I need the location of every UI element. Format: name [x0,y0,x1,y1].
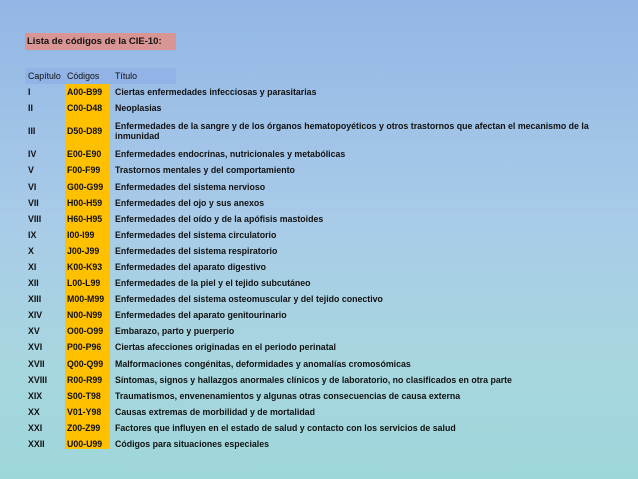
code-range-cell: U00-U99 [67,439,103,450]
table-row [25,259,615,275]
table-row [25,100,615,116]
table-row [25,243,615,259]
chapter-title-cell: Enfermedades del sistema respiratorio [115,245,278,256]
chapter-cell: II [28,103,33,114]
table-row [25,436,615,452]
table-row [25,404,615,420]
table-header-row [25,68,615,84]
chapter-title-cell: Enfermedades del aparato genitourinario [115,310,287,321]
code-range-cell: L00-L99 [67,278,101,289]
chapter-cell: XIV [28,310,43,321]
chapter-cell: XIII [28,294,42,305]
code-range-cell: C00-D48 [67,103,103,114]
chapter-cell: III [28,126,36,137]
chapter-title-cell: Códigos para situaciones especiales [115,439,270,450]
code-range-cell: Q00-Q99 [67,358,104,369]
chapter-cell: XII [28,278,39,289]
chapter-title-cell: Trastornos mentales y del comportamiento [115,165,295,176]
chapter-cell: V [28,165,34,176]
chapter-title-cell: Enfermedades de la piel y el tejido subcutáneo [115,278,311,289]
chapter-title-cell: Factores que influyen en el estado de salud y contacto con los servicios de salud [115,422,456,433]
chapter-cell: XV [28,326,40,337]
chapter-column-header: Capítulo [28,71,61,82]
table-row [25,307,615,323]
table-row [25,146,615,162]
code-range-cell: N00-N99 [67,310,103,321]
code-range-cell: D50-D89 [67,126,103,137]
table-row [25,372,615,388]
code-range-cell: E00-E90 [67,149,102,160]
code-range-cell: I00-I99 [67,229,95,240]
chapter-title-cell: Síntomas, signos y hallazgos anormales clínicos y de laboratorio, no clasificados en otra parte [115,374,512,385]
code-range-cell: P00-P96 [67,342,102,353]
table-row [25,356,615,372]
chapter-cell: VI [28,181,37,192]
chapter-title-cell: Malformaciones congénitas, deformidades y anomalías cromosómicas [115,358,411,369]
icd10-code-table [25,68,615,452]
codes-column-header: Códigos [67,71,100,82]
code-range-cell: S00-T98 [67,390,101,401]
code-range-cell: F00-F99 [67,165,101,176]
table-row [25,195,615,211]
chapter-title-cell: Enfermedades del sistema nervioso [115,181,266,192]
code-range-cell: G00-G99 [67,181,104,192]
chapter-title-cell: Enfermedades del oído y de la apófisis mastoides [115,213,324,224]
chapter-title-cell: Embarazo, parto y puerperio [115,326,235,337]
chapter-cell: XI [28,261,37,272]
table-row [25,275,615,291]
chapter-cell: XVI [28,342,43,353]
chapter-title-cell: Enfermedades endocrinas, nutricionales y metabólicas [115,149,346,160]
chapter-cell: XXII [28,439,45,450]
code-range-cell: Z00-Z99 [67,422,101,433]
chapter-cell: IX [28,229,37,240]
code-range-cell: J00-J99 [67,245,100,256]
code-range-cell: H60-H95 [67,213,103,224]
code-range-cell: M00-M99 [67,294,105,305]
chapter-title-cell: Traumatismos, envenenamientos y algunas otras consecuencias de causa externa [115,390,461,401]
code-range-cell: H00-H59 [67,197,103,208]
chapter-cell: XVII [28,358,45,369]
table-row [25,116,615,146]
chapter-cell: XX [28,406,40,417]
chapter-title-cell: Enfermedades de la sangre y de los órganos hematopoyéticos y otros trastornos que afectan el mecanismo de la inmunidad [115,121,589,142]
chapter-cell: XVIII [28,374,48,385]
chapter-title-cell: Ciertas afecciones originadas en el periodo perinatal [115,342,336,353]
table-row [25,291,615,307]
chapter-title-cell: Enfermedades del sistema circulatorio [115,229,277,240]
table-row [25,162,615,178]
table-row [25,84,615,100]
table-row [25,227,615,243]
list-title: Lista de códigos de la CIE-10: [25,33,176,50]
table-row [25,178,615,194]
table-row [25,211,615,227]
code-range-cell: A00-B99 [67,87,103,98]
chapter-title-cell: Enfermedades del sistema osteomuscular y del tejido conectivo [115,294,383,305]
chapter-title-cell: Neoplasias [115,103,162,114]
table-row [25,420,615,436]
code-range-cell: V01-Y98 [67,406,102,417]
chapter-cell: IV [28,149,37,160]
table-row [25,339,615,355]
chapter-title-cell: Ciertas enfermedades infecciosas y parasitarias [115,87,317,98]
chapter-title-cell: Enfermedades del ojo y sus anexos [115,197,265,208]
code-range-cell: K00-K93 [67,261,103,272]
chapter-cell: X [28,245,34,256]
chapter-cell: XIX [28,390,43,401]
code-range-cell: O00-O99 [67,326,104,337]
chapter-cell: VIII [28,213,42,224]
chapter-cell: XXI [28,422,43,433]
chapter-cell: I [28,87,31,98]
chapter-cell: VII [28,197,39,208]
chapter-title-cell: Enfermedades del aparato digestivo [115,261,267,272]
code-range-cell: R00-R99 [67,374,103,385]
chapter-title-cell: Causas extremas de morbilidad y de mortalidad [115,406,315,417]
title-column-header: Título [115,71,138,82]
table-row [25,323,615,339]
table-row [25,388,615,404]
